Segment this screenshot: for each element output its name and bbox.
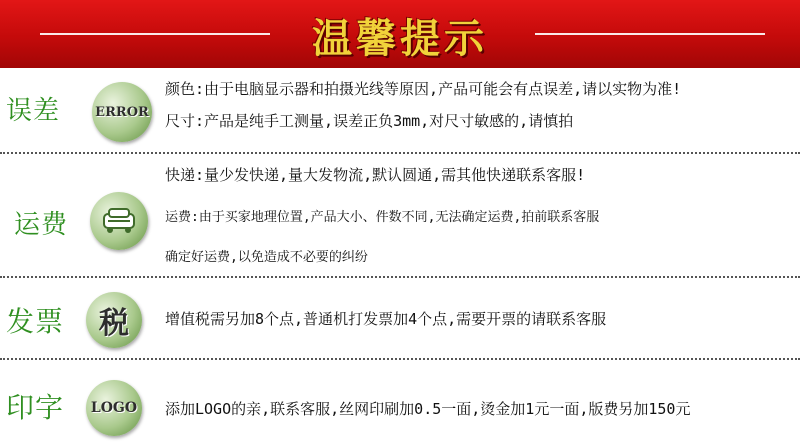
text-line: 快递:量少发快递,量大发物流,默认圆通,需其他快递联系客服! (165, 166, 586, 184)
section-label: 误差 (6, 96, 61, 126)
section-label: 印字 (6, 391, 65, 424)
tax-icon (86, 292, 142, 348)
section-invoice (0, 278, 800, 358)
section-error (0, 68, 800, 152)
text-line: 运费:由于买家地理位置,产品大小、件数不同,无法确定运费,拍前联系客服 (165, 210, 600, 225)
section-label: 运费 (14, 210, 69, 240)
text-line: 添加LOGO的亲,联系客服,丝网印刷加0.5一面,烫金加1元一面,版费另加150元 (165, 400, 691, 418)
text-line: 尺寸:产品是纯手工测量,误差正负3mm,对尺寸敏感的,请慎拍 (165, 112, 574, 130)
text-line: 确定好运费,以免造成不必要的纠纷 (165, 250, 368, 265)
header-banner (0, 0, 800, 68)
tax-icon-text: 税 (99, 306, 129, 341)
text-line: 增值税需另加8个点,普通机打发票加4个点,需要开票的请联系客服 (165, 310, 607, 328)
error-icon (92, 82, 152, 142)
car-icon-graphic (90, 192, 148, 250)
section-shipping (0, 154, 800, 276)
logo-icon-text: LOGO (90, 400, 138, 416)
logo-icon (86, 380, 142, 436)
error-icon-text: ERROR (95, 104, 149, 120)
page-title: 温馨提示 (312, 15, 488, 62)
section-printing (0, 360, 800, 446)
text-line: 颜色:由于电脑显示器和拍摄光线等原因,产品可能会有点误差,请以实物为准! (165, 80, 682, 98)
section-label: 发票 (6, 305, 65, 338)
car-icon (90, 192, 148, 250)
